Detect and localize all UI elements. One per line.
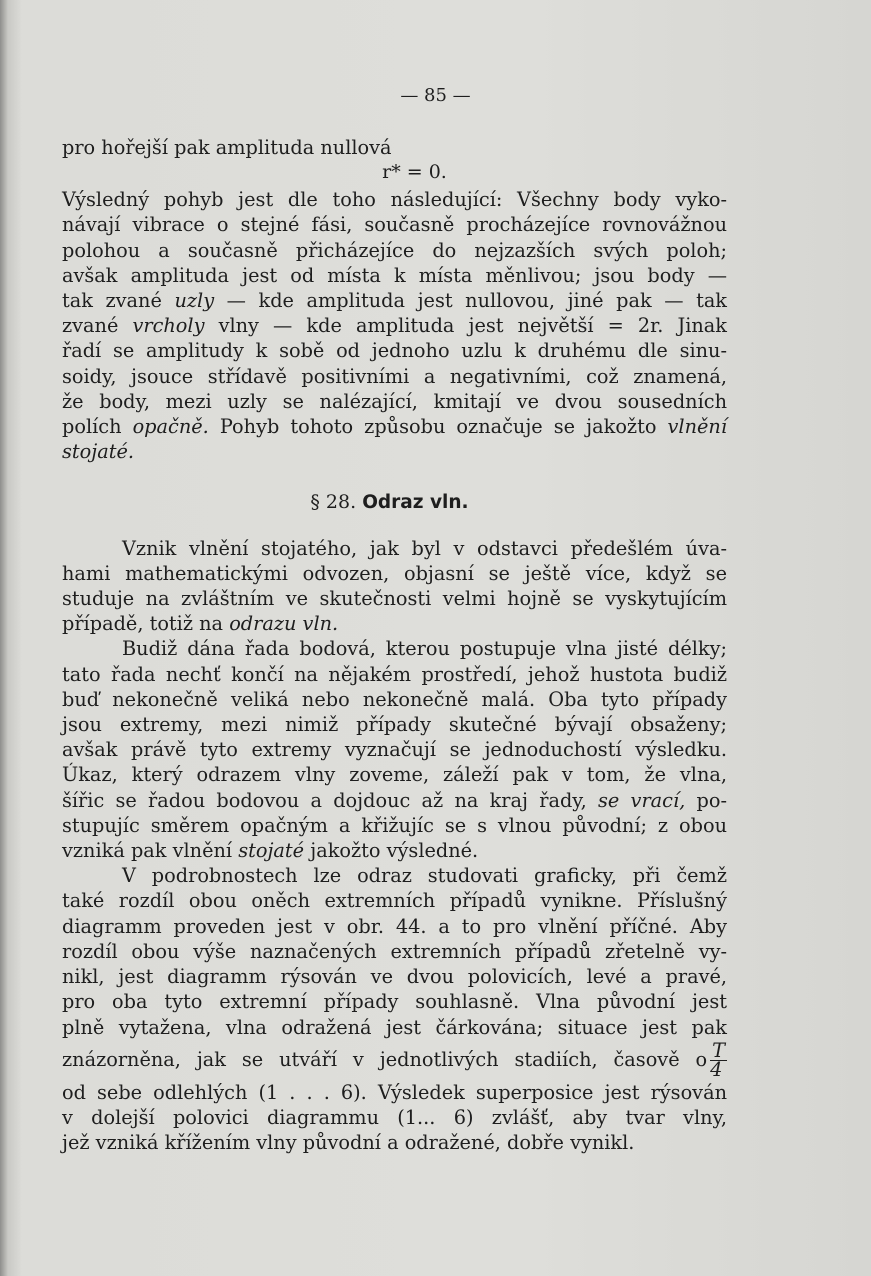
- section-number: § 28.: [310, 491, 357, 514]
- text-line: avšak amplituda jest od místa k místa měnlivou; jsou body —: [62, 263, 727, 287]
- text-line: šířic se řadou bodovou a dojdouc až na kraj řady, se vrací, po-: [62, 788, 727, 812]
- text-line: návají vibrace o stejné fási, současně procházejíce rovnovážnou: [62, 213, 727, 237]
- text-line: stupujíc směrem opačným a křižujíc se s vlnou původní; z obou: [62, 813, 727, 837]
- formula: r* = 0.: [382, 161, 447, 184]
- text-line: Výsledný pohyb jest dle toho následující: Všechny body vyko-: [62, 188, 727, 212]
- section-heading: [62, 490, 727, 515]
- text-line: studuje na zvláštním ve skutečnosti velmi hojně se vyskytujícím: [62, 587, 727, 611]
- text-line: polohou a současně přicházejíce do nejzazších svých poloh;: [62, 238, 727, 262]
- text-line: vzniká pak vlnění stojaté jakožto výsledné.: [62, 839, 479, 863]
- text-line: tak zvané uzly — kde amplituda jest nullovou, jiné pak — tak: [62, 289, 727, 313]
- text-line: hami mathematickými odvozen, objasní se ještě více, když se: [62, 561, 727, 585]
- text-line: tato řada nechť končí na nějakém prostředí, jehož hustota budiž: [62, 662, 727, 686]
- text-line: soidy, jsouce střídavě positivními a negativními, což znamená,: [62, 364, 727, 388]
- paragraph-3: [62, 636, 727, 863]
- text-line: rozdíl obou výše naznačených extremních případů zřetelně vy-: [62, 939, 727, 963]
- text-line: stojaté.: [62, 440, 135, 464]
- text-line: pro oba tyto extremní případy souhlasně. Vlna původní jest: [62, 990, 727, 1014]
- paragraph-2: [62, 536, 727, 637]
- text-line: avšak právě tyto extremy vyznačují se jednoduchostí výsledku.: [62, 738, 727, 762]
- text-line: také rozdíl obou oněch extremních případů vynikne. Příslušný: [62, 889, 727, 913]
- intro-line: pro hořejší pak amplituda nullová: [62, 136, 392, 159]
- text-line: případě, totiž na odrazu vln.: [62, 612, 339, 636]
- section-title: Odraz vln.: [362, 492, 469, 514]
- text-line: diagramm proveden jest v obr. 44. a to pro vlnění příčné. Aby: [62, 914, 727, 938]
- paragraph-1: [62, 187, 727, 464]
- text-line: od sebe odlehlých (1 . . . 6). Výsledek superposice jest rýsován: [62, 1080, 727, 1104]
- text-line: Budiž dána řada bodová, kterou postupuje vlna jisté délky;: [122, 637, 727, 661]
- text-line: jsou extremy, mezi nimiž případy skutečné bývají obsaženy;: [62, 713, 727, 737]
- page-number: — 85 —: [400, 85, 471, 106]
- paragraph-4: [62, 863, 727, 1155]
- text-line: nikl, jest diagramm rýsován ve dvou polovicích, levé a pravé,: [62, 965, 727, 989]
- text-line: plně vytažena, vlna odražená jest čárkována; situace jest pak: [62, 1015, 727, 1039]
- text-line: buď nekonečně veliká nebo nekonečně malá. Oba tyto případy: [62, 687, 727, 711]
- text-line: jež vzniká křížením vlny původní a odražené, dobře vynikl.: [62, 1131, 635, 1155]
- text-line: v dolejší polovici diagrammu (1... 6) zvlášť, aby tvar vlny,: [62, 1105, 727, 1129]
- text-line: polích opačně. Pohyb tohoto způsobu označuje se jakožto vlnění: [62, 415, 727, 439]
- text-line: zvané vrcholy vlny — kde amplituda jest největší = 2r. Jinak: [62, 314, 727, 338]
- fraction: $\frac{T}{4}$: [710, 1039, 725, 1082]
- text-line: řadí se amplitudy k sobě od jednoho uzlu k druhému dle sinu-: [62, 339, 727, 363]
- text-line: Vznik vlnění stojatého, jak byl v odstavci předešlém úva-: [122, 536, 727, 560]
- text-body: [62, 135, 727, 1155]
- text-line: Úkaz, který odrazem vlny zoveme, záleží pak v tom, že vlna,: [62, 763, 727, 787]
- text-line: znázorněna, jak se utváří v jednotlivých stadiích, časově o $\frac{T}{4}$: [62, 1039, 725, 1082]
- text-line: že body, mezi uzly se nalézající, kmitají ve dvou sousedních: [62, 389, 727, 413]
- text-line: V podrobnostech lze odraz studovati graficky, při čemž: [122, 864, 727, 888]
